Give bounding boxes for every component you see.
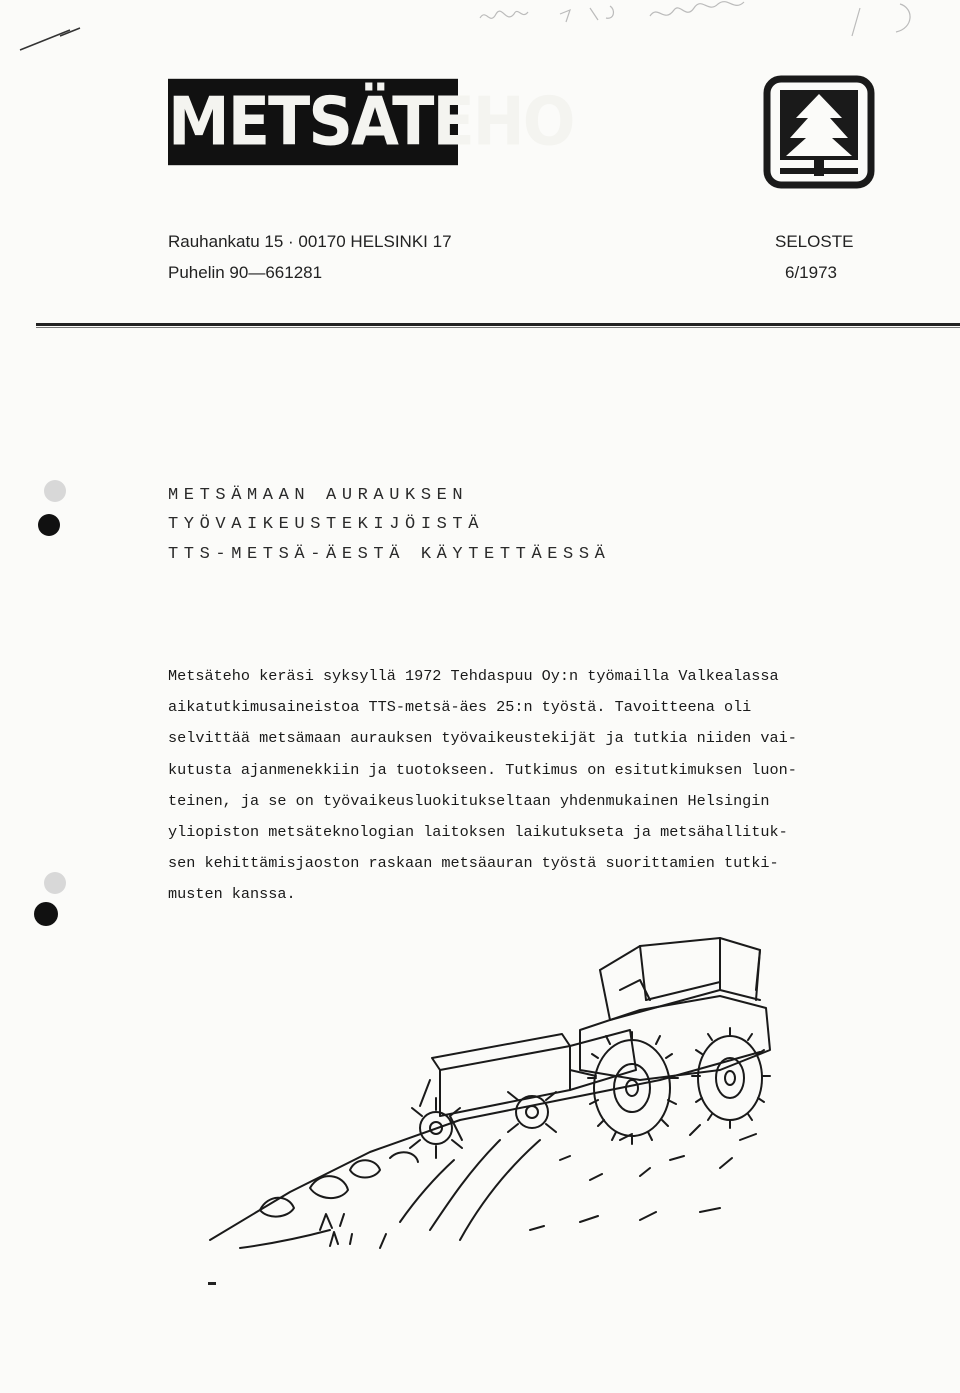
address-line-1: Rauhankatu 15 · 00170 HELSINKI 17 [168, 232, 452, 251]
header-rule [36, 323, 960, 326]
body-line: kutusta ajanmenekkiin ja tuotokseen. Tutkimus on esitutkimuksen luon- [168, 760, 797, 779]
body-line: yliopiston metsäteknologian laitoksen laikutukseta ja metsähallituk- [168, 823, 788, 842]
body-line: teinen, ja se on työvaikeusluokitukseltaan yhdenmukainen Helsingin [168, 791, 770, 810]
punch-hole [38, 514, 60, 536]
report-number: 6/1973 [785, 263, 837, 282]
tractor-harrow-drawing [200, 930, 800, 1260]
punch-hole-shadow [44, 480, 66, 502]
body-paragraph [168, 661, 848, 911]
header-rule-thin [36, 327, 960, 328]
body-line: selvittää metsämaan aurauksen työvaikeustekijät ja tutkia niiden vai- [168, 729, 797, 748]
phone-line: Puhelin 90—661281 [168, 263, 323, 282]
tree-emblem-icon [764, 76, 874, 188]
punch-hole [34, 902, 58, 926]
body-line: sen kehittämisjaoston raskaan metsäauran työstä suorittamien tutki- [168, 854, 779, 873]
title-line-3: TTS-METSÄ-ÄESTÄ KÄYTETTÄESSÄ [168, 545, 611, 564]
stray-mark [208, 1282, 216, 1285]
punch-hole-shadow [44, 872, 66, 894]
body-line: Metsäteho keräsi syksyllä 1972 Tehdaspuu Oy:n työmailla Valkealassa [168, 667, 779, 685]
body-line: musten kanssa. [168, 885, 296, 904]
title-line-1: METSÄMAAN AURAUKSEN [168, 486, 469, 505]
body-line: aikatutkimusaineistoa TTS-metsä-äes 25:n työstä. Tavoitteena oli [168, 698, 752, 717]
report-type: SELOSTE [775, 232, 854, 251]
metsateho-logo: METSÄTEHO [168, 79, 458, 165]
title-line-2: TYÖVAIKEUSTEKIJÖISTÄ [168, 515, 485, 534]
handwritten-note [0, 0, 960, 60]
